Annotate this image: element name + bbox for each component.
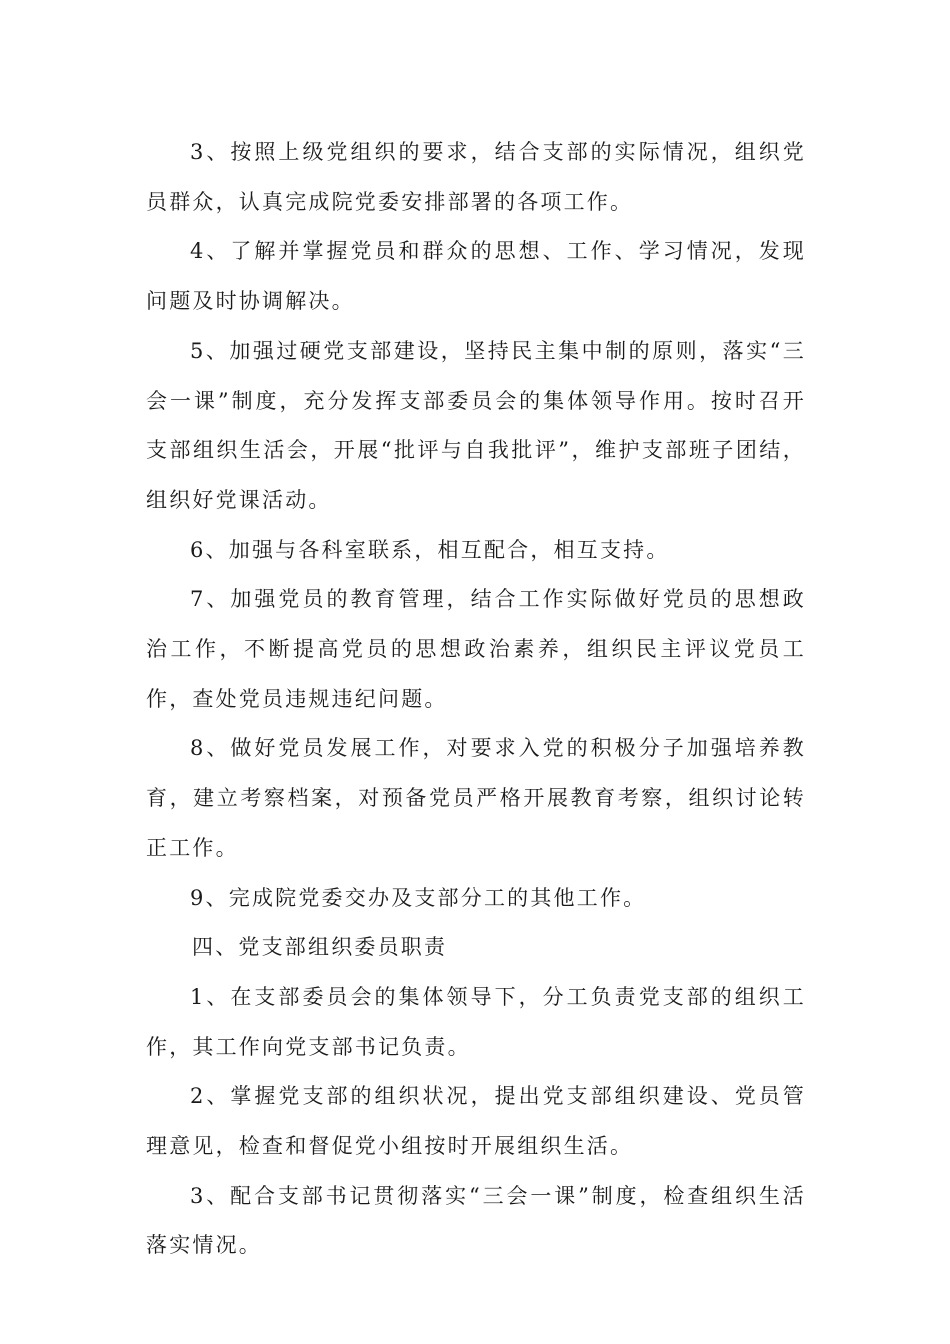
document-body — [146, 128, 806, 1271]
paragraph-duty-1: 1、在支部委员会的集体领导下，分工负责党支部的组织工作，其工作向党支部书记负责。 — [146, 984, 806, 1059]
paragraph-duty-3: 3、配合支部书记贯彻落实“三会一课”制度，检查组织生活落实情况。 — [146, 1183, 806, 1258]
paragraph-item-9: 9、完成院党委交办及支部分工的其他工作。 — [190, 885, 647, 910]
paragraph-duty-2: 2、掌握党支部的组织状况，提出党支部组织建设、党员管理意见，检查和督促党小组按时开展组织生活。 — [146, 1084, 806, 1159]
paragraph-item-8: 8、做好党员发展工作，对要求入党的积极分子加强培养教育，建立考察档案，对预备党员严格开展教育考察，组织讨论转正工作。 — [146, 736, 806, 860]
paragraph-item-7: 7、加强党员的教育管理，结合工作实际做好党员的思想政治工作，不断提高党员的思想政治素养，组织民主评议党员工作，查处党员违规违纪问题。 — [146, 587, 806, 711]
section-heading: 四、党支部组织委员职责 — [192, 935, 448, 960]
paragraph-item-5: 5、加强过硬党支部建设，坚持民主集中制的原则，落实“三会一课”制度，充分发挥支部委员会的集体领导作用。按时召开支部组织生活会，开展“批评与自我批评”，维护支部班子团结，组织好党课活动。 — [146, 338, 806, 512]
paragraph-item-6: 6、加强与各科室联系，相互配合，相互支持。 — [190, 537, 670, 562]
paragraph-item-4: 4、了解并掌握党员和群众的思想、工作、学习情况，发现问题及时协调解决。 — [146, 239, 806, 314]
paragraph-item-3: 3、按照上级党组织的要求，结合支部的实际情况，组织党员群众，认真完成院党委安排部署的各项工作。 — [146, 140, 806, 214]
